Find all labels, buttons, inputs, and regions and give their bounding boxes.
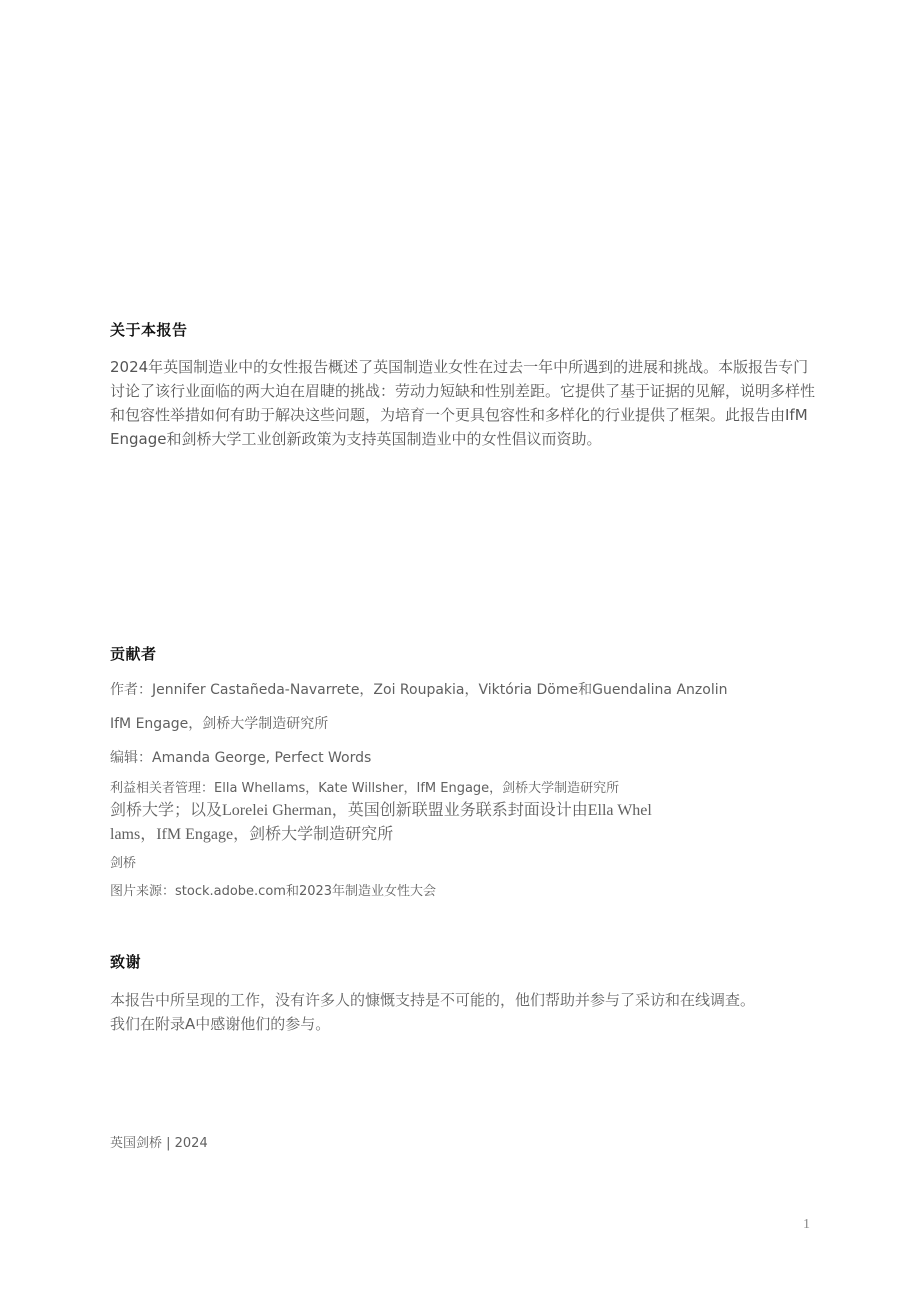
stakeholder-line-2: 剑桥大学；以及Lorelei Gherman，英国创新联盟业务联系封面设计由Ella Whel	[110, 802, 652, 819]
footer-location: 英国剑桥 | 2024	[110, 1136, 208, 1151]
about-body: 2024年英国制造业中的女性报告概述了英国制造业女性在过去一年中所遇到的进展和挑战。本版报告专门讨论了该行业面临的两大迫在眉睫的挑战：劳动力短缺和性别差距。它提供了基于证据的见解，说明多样性和包容性举措如何有助于解决这些问题，为培育一个更具包容性和多样化的行业提供了框架。此报告由IfM Engage和剑桥大学工业创新政策为支持英国制造业中的女性倡议而资助。	[110, 358, 816, 448]
stakeholder-line-1: 利益相关者管理：Ella Whellams，Kate Willsher，IfM Engage，剑桥大学制造研究所	[110, 781, 620, 796]
authors-line: 作者：Jennifer Castañeda-Navarrete，Zoi Roupakia，Viktória Döme和Guendalina Anzolin	[110, 682, 728, 698]
affiliation-line: IfM Engage，剑桥大学制造研究所	[110, 716, 329, 732]
stakeholder-line-4: 剑桥	[110, 856, 137, 871]
about-heading: 关于本报告	[110, 321, 188, 339]
page-number: 1	[803, 1217, 810, 1232]
acknowledgements-line-1: 本报告中所呈现的工作，没有许多人的慷慨支持是不可能的，他们帮助并参与了采访和在线调查。	[110, 991, 756, 1009]
editor-line: 编辑：Amanda George, Perfect Words	[110, 750, 372, 766]
acknowledgements-heading: 致谢	[110, 953, 142, 971]
contributors-heading: 贡献者	[110, 645, 157, 663]
image-credits-line: 图片来源：stock.adobe.com和2023年制造业女性大会	[110, 884, 437, 899]
acknowledgements-line-2: 我们在附录A中感谢他们的参与。	[110, 1015, 331, 1033]
stakeholder-line-3: lams，IfM Engage，剑桥大学制造研究所	[110, 826, 394, 843]
